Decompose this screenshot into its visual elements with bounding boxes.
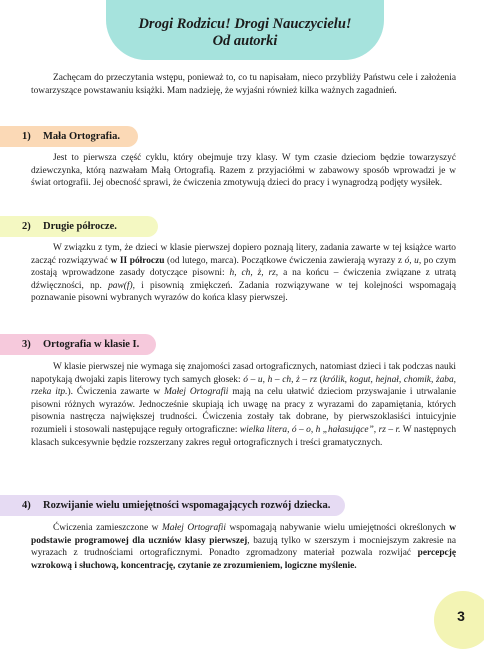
section-2-text-5: i pisownią zmiękczeń. Zadania rozwiązywane w tej kolejności wspomagają poznawanie pisowni wybranych wyrazów do końca klasy pierwszej. xyxy=(31,280,456,304)
section-3-title: Ortografia w klasie I. xyxy=(43,339,140,350)
section-2-text-2: (od lutego, marca). Początkowe ćwiczenia zawierają wyrazy z xyxy=(164,255,405,266)
section-3-text-1: W klasie pierwszej nie wymaga się znajomości zasad ortograficznych, natomiast dzieci i tak podczas nauki napotykają dwojaki zapis literowy tych samych głosek: xyxy=(31,362,456,385)
page-number: 3 xyxy=(457,608,465,624)
section-1-text: Jest to pierwsza część cyklu, który obejmuje trzy klasy. W tym czasie dzieciom będzie towarzyszyć dziewczynka, którą nazwałam Małą Ortografią. Razem z przyjaciółmi w zabawowy sposób wprowadzi je w świat ortografii. Jej obecność sprawi, że ćwiczenia zmotywują dzieci do pracy i wynagrodzą podjęty wysiłek. xyxy=(31,153,456,189)
section-1-heading xyxy=(22,131,120,143)
section-3-italic-4: wielka litera, ó – o, h „hałasujące”, rz – r. xyxy=(239,424,401,435)
section-3-text-2: ( xyxy=(317,374,323,385)
intro-paragraph: Zachęcam do przeczytania wstępu, ponieważ to, co tu napisałam, nieco przybliży Państwu cele i założenia towarzyszące powstawaniu książki. Mam nadzieję, że wyjaśni również kilka ważnych zagadnień. xyxy=(31,73,456,96)
section-4-title: Rozwijanie wielu umiejętności wspomagających rozwój dziecka. xyxy=(43,500,331,511)
section-4-italic-1: Małej Ortografii xyxy=(162,523,226,533)
section-4-paragraph xyxy=(31,522,456,572)
section-3-heading xyxy=(22,339,139,351)
section-2-bold-1: w II półroczu xyxy=(110,255,165,266)
title-line-2: Od autorki xyxy=(212,33,278,49)
section-3-text-4: mają na celu ułatwić dzieciom przyswajanie i utrwalanie pisowni różnych wyrazów. Jednocześnie skupiają ich uwagę na pracy z wyrazami do zapamiętania, których pisownia nastręcza największej trudności. Ćwiczenia zostały tak dobrane, by pierwszoklasiści intuicyjnie rozumieli i stosowali następujące reguły ortograficzne: xyxy=(31,387,456,435)
section-4-number: 4) xyxy=(22,500,31,511)
section-2-text-3: po czym zostają wprowadzone zasady dotyczące pisowni: xyxy=(31,255,457,279)
section-3-italic-2: królik, kogut, hejnał, chomik, żaba, rzeka itp. xyxy=(31,374,457,398)
title-line-1: Drogi Rodzicu! Drogi Nauczycielu! xyxy=(138,16,352,32)
section-2-text-1: W związku z tym, że dzieci w klasie pierwszej dopiero poznają litery, zadania zawarte w tej książce warto zacząć rozwiązywać xyxy=(31,243,456,266)
section-1-paragraph xyxy=(31,152,456,190)
title-banner xyxy=(106,0,384,60)
section-2-title: Drugie półrocze. xyxy=(43,221,117,232)
section-2-number: 2) xyxy=(22,221,31,232)
section-1-title: Mała Ortografia. xyxy=(43,131,120,142)
section-2-italic-1: ó, u, xyxy=(404,255,422,266)
section-3-text-5: W następnych klasach sukcesywnie będzie rozszerzany zakres reguł ortograficznych i treści gramatycznych. xyxy=(31,424,457,448)
section-2-italic-3: paw(f), xyxy=(108,280,135,291)
section-3-number: 3) xyxy=(22,339,31,350)
section-4-bold-1: w podstawie programowej dla uczniów klasy pierwszej xyxy=(31,523,456,546)
section-2-text-4: a na końcu – ćwiczenia związane z utratą dźwięczności, np. xyxy=(31,268,457,291)
section-3-italic-3: Małej Ortografii xyxy=(164,387,229,398)
section-2-italic-2: h, ch, ż, rz, xyxy=(229,268,279,279)
section-4-text-3: , bazują tylko w szerszym i mocniejszym zakresie na wyrazach z trudnościami ortograficznymi. Ponadto zgromadzony materiał pozwala rozwijać xyxy=(31,535,456,559)
section-2-heading xyxy=(22,221,117,233)
section-4-bold-2: percepcję wzrokową i słuchową, koncentrację, czytanie ze zrozumieniem, logiczne myślenie. xyxy=(31,548,456,571)
section-2-paragraph xyxy=(31,242,456,305)
section-4-heading xyxy=(22,500,330,512)
section-1-number: 1) xyxy=(22,131,31,142)
section-4-text-1: Ćwiczenia zamieszczone w xyxy=(53,523,162,533)
section-4-text-2: wspomagają nabywanie wielu umiejętności określonych xyxy=(225,523,450,533)
section-3-paragraph xyxy=(31,361,456,449)
section-3-italic-1: ó – u, h – ch, ż – rz xyxy=(243,374,318,385)
section-3-text-3: ). Ćwiczenia zawarte w xyxy=(67,387,165,398)
